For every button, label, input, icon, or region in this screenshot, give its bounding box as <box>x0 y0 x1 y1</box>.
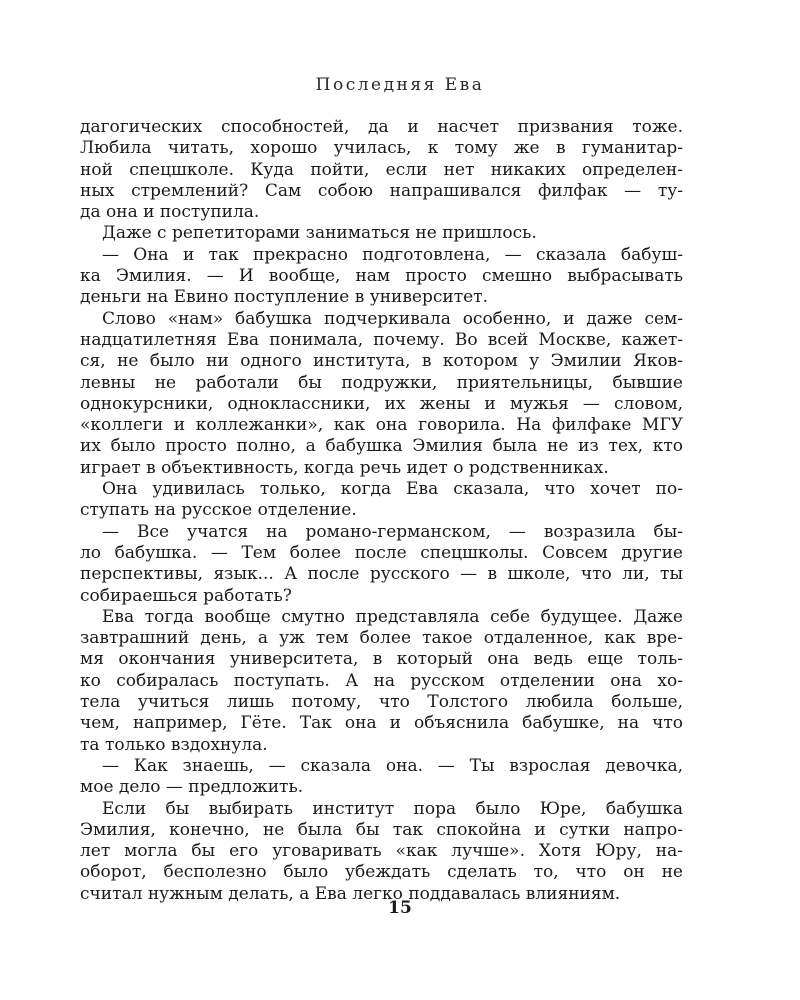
paragraph <box>80 117 683 223</box>
text-line: Даже с репетиторами заниматься не пришлось. <box>102 223 537 244</box>
running-header: Последняя Ева <box>315 75 485 95</box>
text-line: оборот, бесполезно было убеждать сделать то, что он не <box>80 862 683 883</box>
text-line: деньги на Евино поступление в университет. <box>80 287 488 308</box>
text-line: их было просто полно, а бабушка Эмилия была не из тех, кто <box>80 436 683 457</box>
paragraph <box>80 479 683 522</box>
text-line: чем, например, Гёте. Так она и объяснила бабушке, на что <box>80 713 683 734</box>
paragraph <box>80 309 683 479</box>
text-line: мя окончания университета, в который она ведь еще толь- <box>80 649 683 670</box>
text-line: Любила читать, хорошо училась, к тому же в гуманитар- <box>80 138 683 159</box>
text-line: тела учиться лишь потому, что Толстого любила больше, <box>80 692 683 713</box>
body-text <box>80 117 683 905</box>
text-line: — Как знаешь, — сказала она. — Ты взрослая девочка, <box>102 755 683 776</box>
text-line: дагогических способностей, да и насчет призвания тоже. <box>80 117 683 137</box>
text-line: надцатилетняя Ева понимала, почему. Во всей Москве, кажет- <box>80 329 683 350</box>
page-number: 15 <box>388 898 412 918</box>
text-line: ко собиралась поступать. А на русском отделении она хо- <box>80 670 683 691</box>
paragraph <box>80 799 683 905</box>
text-line: Если бы выбирать институт пора было Юре, бабушка <box>102 798 683 819</box>
paragraph <box>80 223 683 244</box>
paragraph <box>80 245 683 309</box>
text-line: мое дело — предложить. <box>80 777 304 798</box>
text-line: — Она и так прекрасно подготовлена, — сказала бабуш- <box>102 244 683 265</box>
text-line: ка Эмилия. — И вообще, нам просто смешно выбрасывать <box>80 266 683 287</box>
text-line: Слово «нам» бабушка подчеркивала особенно, и даже сем- <box>102 308 683 329</box>
text-line: Она удивилась только, когда Ева сказала, что хочет по- <box>102 479 683 500</box>
text-line: та только вздохнула. <box>80 734 268 755</box>
paragraph <box>80 607 683 756</box>
text-line: левны не работали бы подружки, приятельницы, бывшие <box>80 372 683 393</box>
text-line: завтрашний день, а уж тем более такое отдаленное, как вре- <box>80 628 683 649</box>
text-line: ных стремлений? Сам собою напрашивался филфак — ту- <box>80 180 683 201</box>
text-line: Эмилия, конечно, не была бы так спокойна и сутки напро- <box>80 819 683 840</box>
text-line: ной спецшколе. Куда пойти, если нет никаких определен- <box>80 159 683 180</box>
text-line: перспективы, язык... А после русского — в школе, что ли, ты <box>80 564 683 585</box>
text-line: играет в объективность, когда речь идет о родственниках. <box>80 457 609 478</box>
text-line: считал нужным делать, а Ева легко поддавалась влияниям. <box>80 883 621 904</box>
text-line: ло бабушка. — Тем более после спецшколы. Совсем другие <box>80 542 683 563</box>
text-line: да она и поступила. <box>80 202 260 223</box>
text-line: ступать на русское отделение. <box>80 500 357 521</box>
text-line: Ева тогда вообще смутно представляла себе будущее. Даже <box>102 606 683 627</box>
text-line: «коллеги и коллежанки», как она говорила. На филфаке МГУ <box>80 415 683 436</box>
text-line: однокурсники, одноклассники, их жены и мужья — словом, <box>80 393 683 414</box>
text-line: — Все учатся на романо-германском, — возразила бы- <box>102 521 683 542</box>
paragraph <box>80 522 683 607</box>
text-line: лет могла бы его уговаривать «как лучше». Хотя Юру, на- <box>80 841 683 862</box>
text-line: собираешься работать? <box>80 585 292 606</box>
text-line: ся, не было ни одного института, в котором у Эмилии Яков- <box>80 351 683 372</box>
paragraph <box>80 756 683 799</box>
